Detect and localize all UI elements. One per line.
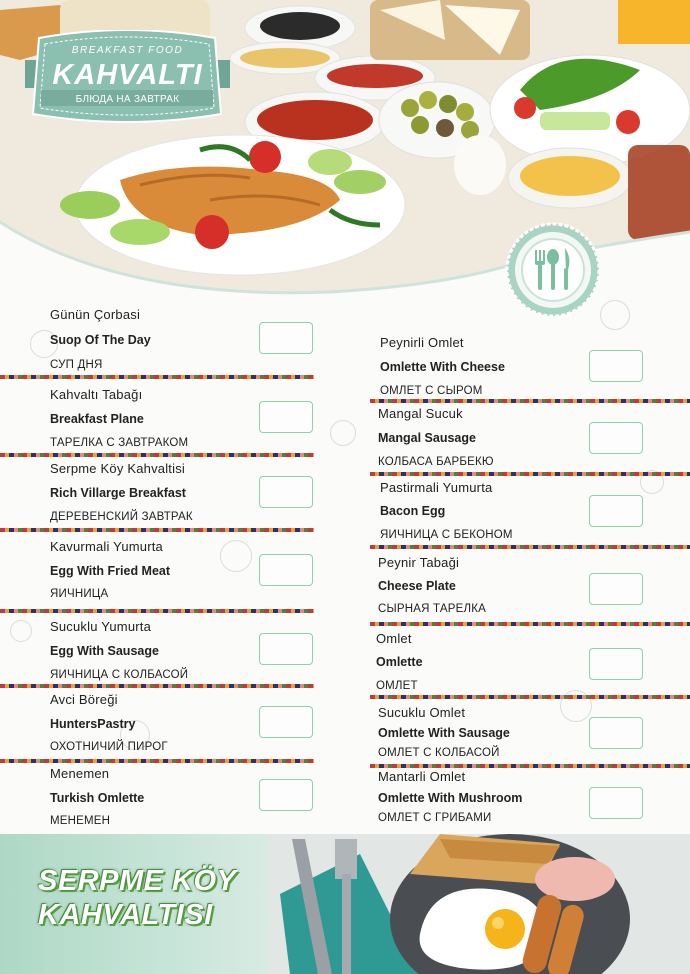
logo-tagline: BREAKFAST FOOD xyxy=(71,45,184,56)
item-name-turkish: Kahvaltı Tabağı xyxy=(50,387,143,402)
price-box xyxy=(259,401,313,433)
item-name-turkish: Serpme Köy Kahvaltisi xyxy=(50,461,185,476)
item-name-english: Mangal Sausage xyxy=(378,431,476,445)
item-name-russian: СЫРНАЯ ТАРЕЛКА xyxy=(378,603,487,615)
item-name-russian: ДЕРЕВЕНСКИЙ ЗАВТРАК xyxy=(50,511,193,523)
divider xyxy=(370,472,690,476)
item-name-turkish: Kavurmali Yumurta xyxy=(50,539,163,554)
divider xyxy=(370,695,690,699)
item-name-russian: ОМЛЕТ С СЫРОМ xyxy=(380,385,483,397)
price-box xyxy=(259,706,313,738)
item-name-english: Rich Villarge Breakfast xyxy=(50,486,186,500)
price-box xyxy=(259,476,313,508)
item-name-russian: СУП ДНЯ xyxy=(50,359,103,371)
item-name-russian: ЯИЧНИЦА С БЕКОНОМ xyxy=(380,529,513,541)
divider xyxy=(0,609,314,613)
item-name-turkish: Menemen xyxy=(50,766,110,781)
divider xyxy=(370,622,690,626)
item-name-english: Omlette With Sausage xyxy=(378,726,510,740)
item-name-english: Turkish Omlette xyxy=(50,791,145,805)
item-name-turkish: Mantarli Omlet xyxy=(378,769,466,784)
item-name-english: Bacon Egg xyxy=(380,504,446,518)
cutlery-icon xyxy=(505,222,601,318)
divider xyxy=(0,528,314,532)
price-box xyxy=(589,787,643,819)
item-name-turkish: Pastirmali Yumurta xyxy=(380,480,493,495)
item-name-russian: ОХОТНИЧИЙ ПИРОГ xyxy=(50,741,168,753)
divider xyxy=(0,453,314,457)
logo-banner xyxy=(25,30,230,125)
item-name-turkish: Peynirli Omlet xyxy=(380,335,464,350)
divider xyxy=(370,399,690,403)
price-box xyxy=(589,495,643,527)
footer-title xyxy=(38,864,236,932)
divider xyxy=(0,759,314,763)
doodle xyxy=(600,300,630,330)
item-name-turkish: Sucuklu Omlet xyxy=(378,705,466,720)
item-name-turkish: Sucuklu Yumurta xyxy=(50,619,152,634)
price-box xyxy=(589,422,643,454)
item-name-english: Omlette With Mushroom xyxy=(378,791,523,805)
divider xyxy=(370,764,690,768)
item-name-turkish: Günün Çorbasi xyxy=(50,307,141,322)
item-name-turkish: Omlet xyxy=(376,631,412,646)
footer-banner xyxy=(0,834,690,974)
item-name-turkish: Avci Böreği xyxy=(50,692,118,707)
footer-title-line1: SERPME KÖY xyxy=(38,865,237,897)
price-box xyxy=(259,554,313,586)
item-name-russian: ОМЛЕТ С ГРИБАМИ xyxy=(378,812,492,824)
item-name-english: Omlette With Cheese xyxy=(380,360,505,374)
doodle xyxy=(220,540,252,572)
cutlery-badge xyxy=(505,222,601,318)
divider xyxy=(370,545,690,549)
logo-subtitle: БЛЮДА НА ЗАВТРАК xyxy=(75,94,180,105)
doodle xyxy=(330,420,356,446)
doodle xyxy=(10,620,32,642)
price-box xyxy=(259,322,313,354)
price-box xyxy=(589,648,643,680)
item-name-english: Cheese Plate xyxy=(378,579,456,593)
item-name-english: Omlette xyxy=(376,655,423,669)
price-box xyxy=(589,350,643,382)
item-name-russian: МЕНЕМЕН xyxy=(50,815,111,827)
item-name-russian: ОМЛЕТ xyxy=(376,680,418,692)
item-name-english: Suop Of The Day xyxy=(50,333,151,347)
footer-title-line2: KAHVALTISI xyxy=(38,899,213,931)
price-box xyxy=(589,717,643,749)
item-name-english: HuntersPastry xyxy=(50,717,136,731)
item-name-russian: ОМЛЕТ С КОЛБАСОЙ xyxy=(378,747,500,759)
logo-title: KAHVALTI xyxy=(52,59,203,91)
item-name-russian: ТАРЕЛКА С ЗАВТРАКОМ xyxy=(50,437,189,449)
item-name-russian: ЯИЧНИЦА С КОЛБАСОЙ xyxy=(50,669,189,681)
divider xyxy=(0,684,314,688)
item-name-english: Breakfast Plane xyxy=(50,412,144,426)
divider xyxy=(0,375,314,379)
item-name-turkish: Peynir Tabaği xyxy=(378,555,460,570)
item-name-russian: ЯИЧНИЦА xyxy=(50,588,109,600)
item-name-turkish: Mangal Sucuk xyxy=(378,406,463,421)
price-box xyxy=(259,779,313,811)
item-name-english: Egg With Fried Meat xyxy=(50,564,171,578)
price-box xyxy=(589,573,643,605)
price-box xyxy=(259,633,313,665)
item-name-english: Egg With Sausage xyxy=(50,644,159,658)
item-name-russian: КОЛБАСА БАРБЕКЮ xyxy=(378,456,494,468)
